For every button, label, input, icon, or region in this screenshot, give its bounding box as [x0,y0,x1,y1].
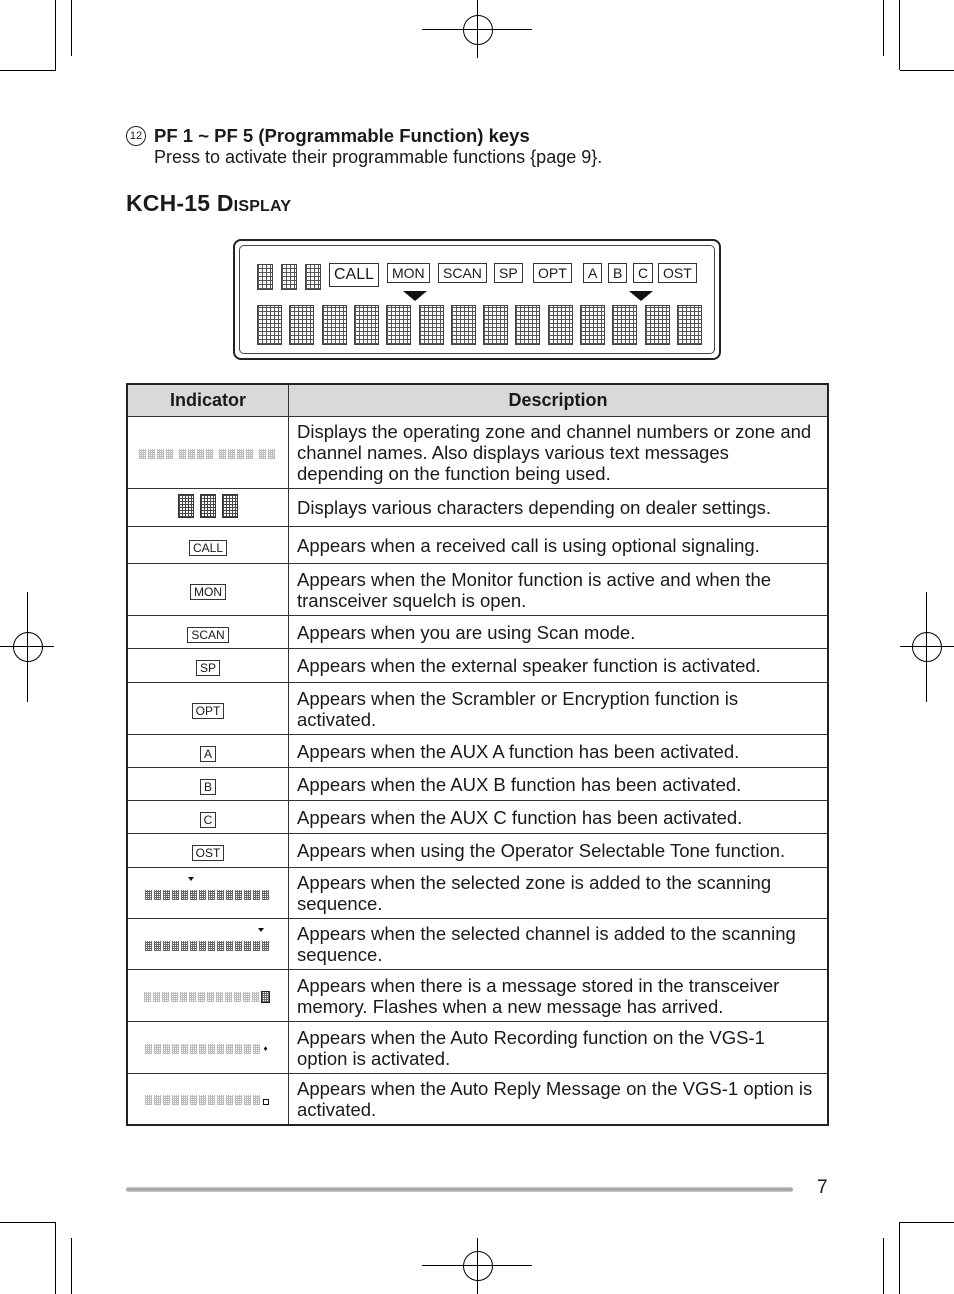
lcd-label-sp: SP [494,263,523,283]
14-segment-dot-matrix-icon [139,442,277,454]
dot-matrix-char [451,305,476,345]
crop-mark [55,1222,56,1294]
registration-circle [463,1251,493,1281]
item-title: PF 1 ~ PF 5 (Programmable Function) keys [154,125,530,146]
dot-matrix-char [645,305,670,345]
page-number: 7 [817,1177,828,1198]
lcd-label-a: A [583,263,602,283]
indicator-cell [127,801,289,834]
description-cell: Appears when using the Operator Selectable Tone function. [289,834,829,868]
indicator-label: OPT [192,703,225,719]
header-description: Description [289,384,829,417]
indicator-cell [127,683,289,735]
registration-circle [463,15,493,45]
dot-matrix-char [580,305,605,345]
indicator-label: B [200,779,216,795]
indicator-label: A [200,746,216,762]
description-cell: Appears when a received call is using optional signaling. [289,527,829,564]
channel-scan-arrow-icon [145,934,271,946]
item-description: Press to activate their programmable functions {page 9}. [154,147,603,167]
dot-matrix-char [386,305,411,345]
lcd-label-c: C [633,263,653,283]
dot-matrix-char [257,264,273,290]
table-row [127,417,828,489]
indicator-label: C [200,812,217,828]
description-cell: Appears when the AUX A function has been activated. [289,735,829,768]
indicator-label: SP [196,660,220,676]
table-row [127,1074,828,1125]
zone-scan-arrow-icon [403,291,427,301]
3-character-dot-matrix-icon [175,501,241,522]
indicator-label: SCAN [187,627,228,643]
dot-matrix-char [515,305,540,345]
table-row [127,683,828,735]
message-icon [144,985,272,997]
dot-matrix-char [354,305,379,345]
table-row [127,801,828,834]
item-number-badge: 12 [126,126,146,146]
indicator-cell [127,735,289,768]
indicator-cell [127,417,289,489]
channel-scan-arrow-icon [629,291,653,301]
footer-bar [126,1187,793,1192]
indicator-cell [127,768,289,801]
zone-scan-arrow-icon [145,883,271,895]
crop-mark [71,0,72,56]
description-cell: Appears when the AUX B function has been activated. [289,768,829,801]
dot-matrix-char [419,305,444,345]
header-indicator: Indicator [127,384,289,417]
lcd-label-opt: OPT [533,263,572,283]
description-cell: Displays the operating zone and channel numbers or zone and channel names. Also displays various text messages depending on the function being used. [289,417,829,489]
dot-matrix-char [677,305,702,345]
description-cell: Appears when the selected channel is added to the scanning sequence. [289,919,829,970]
description-cell: Appears when the Auto Reply Message on the VGS-1 option is activated. [289,1074,829,1125]
lcd-label-call: CALL [329,263,379,287]
table-row [127,919,828,970]
crop-mark [900,1222,954,1223]
dot-matrix-char [289,305,314,345]
table-row [127,970,828,1022]
lcd-label-mon: MON [387,263,430,283]
table-row [127,834,828,868]
crop-mark [0,70,56,71]
table-row [127,489,828,527]
indicator-cell [127,1074,289,1125]
indicator-cell [127,919,289,970]
indicator-cell [127,616,289,649]
description-cell: Appears when you are using Scan mode. [289,616,829,649]
crop-mark [899,1222,900,1294]
registration-circle [912,632,942,662]
table-row [127,735,828,768]
lcd-label-scan: SCAN [438,263,487,283]
registration-circle [13,632,43,662]
lcd-label-b: B [608,263,627,283]
indicator-cell [127,834,289,868]
indicator-label: MON [190,584,226,600]
indicator-cell [127,489,289,527]
indicator-cell [127,868,289,919]
description-cell: Appears when the Scrambler or Encryption function is activated. [289,683,829,735]
table-header-row [127,384,828,417]
dot-matrix-char [322,305,347,345]
description-cell: Appears when the Monitor function is active and when the transceiver squelch is open. [289,564,829,616]
indicator-cell [127,527,289,564]
dot-matrix-char [257,305,282,345]
table-row [127,564,828,616]
crop-mark [899,0,900,70]
crop-mark [900,70,954,71]
indicator-cell [127,564,289,616]
auto-recording-icon: ♦ [145,1037,271,1049]
description-cell: Appears when the Auto Recording function on the VGS-1 option is activated. [289,1022,829,1074]
lcd-display [233,239,721,360]
crop-mark [55,0,56,70]
table-row [127,649,828,683]
description-cell: Appears when the selected zone is added to the scanning sequence. [289,868,829,919]
description-cell: Appears when there is a message stored in the transceiver memory. Flashes when a new message has arrived. [289,970,829,1022]
lcd-label-ost: OST [658,263,697,283]
table-row [127,868,828,919]
dot-matrix-char [483,305,508,345]
dot-matrix-char [305,264,321,290]
crop-mark [883,0,884,56]
auto-reply-icon [145,1088,271,1100]
description-cell: Appears when the AUX C function has been activated. [289,801,829,834]
crop-mark [883,1238,884,1294]
table-row [127,768,828,801]
dot-matrix-char [548,305,573,345]
indicator-cell [127,1022,289,1074]
dot-matrix-char [612,305,637,345]
table-row [127,527,828,564]
table-row [127,616,828,649]
table-row [127,1022,828,1074]
indicator-table [126,383,829,1126]
indicator-cell [127,649,289,683]
section-title: KCH-15 DISPLAY [126,190,292,216]
indicator-cell [127,970,289,1022]
indicator-label: CALL [189,540,227,556]
indicator-label: OST [192,845,225,861]
description-cell: Displays various characters depending on dealer settings. [289,489,829,527]
dot-matrix-char [281,264,297,290]
crop-mark [71,1238,72,1294]
crop-mark [0,1222,56,1223]
description-cell: Appears when the external speaker function is activated. [289,649,829,683]
